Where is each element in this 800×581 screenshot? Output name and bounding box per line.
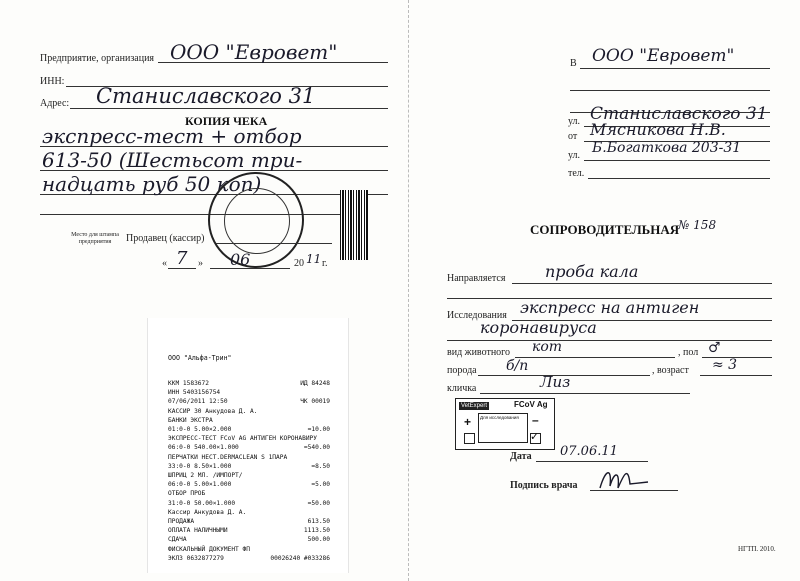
date-quote-open: « [162, 258, 167, 269]
test-brand: VetExpert [461, 403, 488, 409]
org-label: Предприятие, организация [40, 53, 155, 64]
street-label: ул. [568, 116, 581, 127]
from-label: от [568, 131, 578, 142]
cash-receipt [147, 318, 349, 573]
receipt-line-left: ШПРИЦ 2 МЛ. /ИМПОРТ/ [168, 472, 243, 479]
street2-label: ул. [568, 150, 581, 161]
plus-sign: + [464, 415, 472, 429]
receipt-line-right: =10.00 [307, 426, 330, 433]
research-value-1: экспресс на антиген [520, 298, 700, 317]
checkbox-plus [464, 433, 475, 444]
sex-value: ♂ [708, 340, 721, 356]
address-label: Адрес: [40, 98, 70, 109]
sent-label: Направляется [447, 273, 506, 284]
receipt-line-left: ОПЛАТА НАЛИЧНЫМИ [168, 527, 228, 535]
stamp-place-label: Место для штампа предприятия [71, 232, 119, 245]
address-value: Станиславского 31 [96, 84, 316, 108]
date-month: 06 [230, 250, 251, 269]
date-day-underline [168, 268, 196, 269]
page-fold [408, 0, 409, 581]
from-value: Мясникова Н.В. [590, 120, 726, 139]
receipt-line-left: ПЕРЧАТКИ НЕСТ.DERMACLEAN S 1ПАРА [168, 453, 288, 461]
date-month-underline [210, 268, 290, 269]
date-year-prefix: 20 [294, 258, 304, 269]
sent-underline [512, 283, 772, 284]
receipt-line-right: 613.50 [307, 518, 330, 525]
receipt-line-left: 31:0-0 50.00×1.000 [168, 499, 236, 507]
breed-label: порода [447, 365, 477, 376]
seller-underline [216, 243, 332, 244]
receipt-line-right: 500.00 [307, 536, 330, 544]
receipt-line-right: 00026240 #033286 [270, 554, 330, 562]
receipt-line-right: =8.50 [311, 462, 330, 470]
round-stamp [208, 172, 304, 268]
receipt-company: ООО "Альфа-Трин" [168, 354, 232, 362]
age-label: , возраст [652, 365, 689, 376]
receipt-copy-title: КОПИЯ ЧЕКА [185, 114, 268, 128]
receipt-line-right: ЧК 00019 [300, 398, 330, 406]
receipt-line-right: ИД 84248 [300, 380, 330, 387]
date-quote-close: » [198, 258, 203, 269]
sent-value: проба кала [545, 262, 639, 281]
date-day: 7 [176, 248, 188, 269]
date-label: Дата [510, 451, 532, 462]
hw-line-1: экспресс-тест + отбор [42, 124, 302, 148]
hw-line-3: надцать руб 50 коп) [42, 172, 262, 196]
research-underline-2 [447, 340, 772, 341]
minus-sign: – [532, 413, 539, 427]
nickname-underline [480, 393, 690, 394]
receipt-line-left: ЭКЛЗ 0632877279 [168, 554, 224, 562]
hw-line-2: 613-50 (Шестьсот три- [42, 148, 303, 172]
age-underline [700, 375, 772, 376]
breed-value: б/п [506, 358, 529, 374]
age-value: ≈ 3 [712, 357, 738, 373]
date-value: 07.06.11 [560, 444, 618, 459]
receipt-line-left: 07/06/2011 12:50 [168, 398, 228, 406]
barcode [340, 190, 368, 260]
signature-scribble [596, 464, 656, 494]
date-year-hw: 11 [306, 252, 322, 266]
receipt-line-left: ЭКСПРЕСС-ТЕСТ FCoV AG АНТИГЕН КОРОНАВИРУ [168, 435, 318, 443]
date-underline [536, 461, 648, 462]
org-value: ООО "Евровет" [170, 40, 338, 64]
receipt-line-left: 06:0-0 540.00×1.000 [168, 444, 239, 452]
test-sub: Для исследования [480, 415, 519, 420]
footer-code: НГТП. 2010. [738, 545, 776, 553]
receipt-line-left: ФИСКАЛЬНЫЙ ДОКУМЕНТ ФП [168, 545, 250, 553]
animal-underline [515, 357, 675, 358]
research-value-2: коронавируса [480, 318, 597, 337]
street2-value: Б.Богаткова 203-31 [592, 140, 742, 156]
street-value: Станиславского 31 [590, 104, 768, 124]
animal-value: кот [532, 339, 563, 355]
tel-underline [588, 178, 770, 179]
to-label: В [570, 58, 577, 69]
nickname-label: кличка [447, 383, 477, 394]
sex-label: , пол [678, 347, 699, 358]
receipt-line-left: ОТБОР ПРОБ [168, 490, 206, 498]
receipt-line-left: Кассир Анкудова Д. А. [168, 508, 247, 516]
receipt-line-right: =540.00 [303, 444, 330, 452]
tel-label: тел. [568, 168, 585, 179]
receipt-line-right: =50.00 [307, 499, 330, 507]
receipt-line-left: 01:0-0 5.00×2.000 [168, 426, 232, 433]
to-underline [580, 68, 770, 69]
receipt-line-left: БАНКИ ЭКСТРА [168, 416, 213, 424]
receipt-line-right: 1113.50 [303, 527, 330, 535]
doc-number: № 158 [678, 218, 717, 232]
to-value: ООО "Евровет" [592, 46, 735, 66]
seller-label: Продавец (кассир) [126, 233, 205, 244]
check-mark-icon: ✓ [530, 431, 540, 443]
date-year-suffix: г. [322, 258, 328, 269]
receipt-line-left: 06:0-0 5.00×1.000 [168, 481, 232, 489]
receipt-line-left: КАССИР 30 Анкудова Д. А. [168, 407, 258, 415]
test-sticker [455, 398, 555, 450]
receipt-line-left: ПРОДАЖА [168, 518, 195, 525]
to-underline-2 [570, 90, 770, 91]
receipt-line-left: ККМ 1583672 [168, 380, 209, 387]
street2-underline [584, 160, 770, 161]
research-label: Исследования [447, 310, 507, 321]
test-name: FCoV Ag [514, 400, 548, 409]
signature-label: Подпись врача [510, 480, 578, 491]
receipt-line-right: =5.00 [311, 481, 330, 489]
receipt-line-left: ИНН 5403156754 [168, 389, 221, 397]
nickname-value: Лиз [540, 373, 571, 391]
address-underline [70, 108, 388, 109]
receipt-line-left: СДАЧА [168, 536, 187, 544]
doc-title: СОПРОВОДИТЕЛЬНАЯ [530, 222, 680, 237]
inn-label: ИНН: [40, 76, 65, 87]
receipt-line-left: 33:0-0 8.50×1.000 [168, 462, 232, 470]
animal-label: вид животного [447, 347, 511, 358]
